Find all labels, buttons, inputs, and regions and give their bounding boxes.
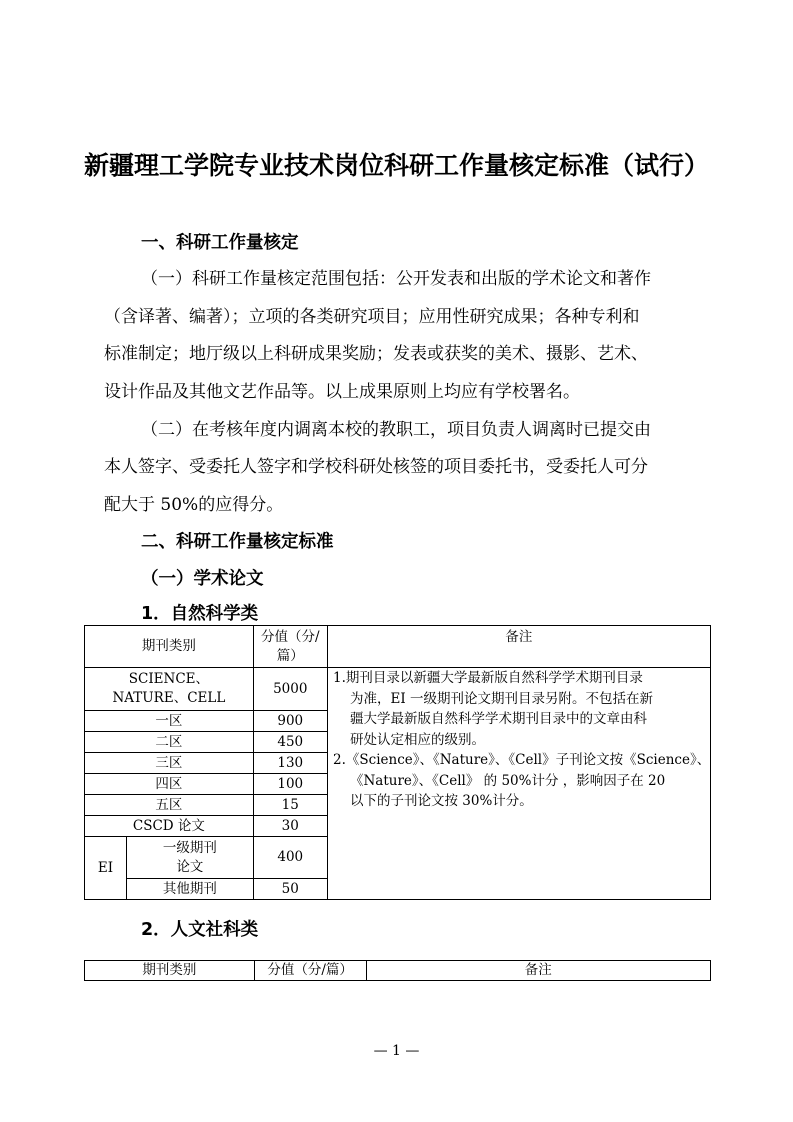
ei-sub1-line-1: 一级期刊	[162, 839, 217, 856]
table-header-row	[85, 961, 711, 981]
header-score: 分值（分/篇）	[254, 961, 366, 981]
score-cell: 400	[253, 837, 327, 879]
score-cell: 5000	[253, 668, 327, 711]
note-line: 疆大学最新版自然科学学术期刊目录中的文章由科	[350, 711, 647, 727]
score-cell: 15	[253, 795, 327, 816]
score-cell: 130	[253, 753, 327, 774]
note-line: 研处认定相应的级别。	[350, 731, 485, 748]
section-heading-2: 二、科研工作量核定标准	[141, 532, 334, 552]
header-category: 期刊类别	[85, 626, 254, 668]
humanities-table	[84, 960, 711, 981]
note-line: 《Nature》、《Cell》 的 50%计分 ，影响因子在 20	[350, 772, 666, 789]
note-line: 以下的子刊论文按 30%计分。	[350, 793, 533, 809]
category-cell: 二区	[85, 732, 254, 753]
header-score-line-2: 篇）	[276, 647, 304, 664]
score-cell: 30	[253, 816, 327, 837]
ei-sub-category-cell	[126, 837, 253, 879]
para2-line-2: 本人签字、受委托人签字和学校科研处核签的项目委托书，受委托人可分	[104, 457, 648, 477]
ei-label-cell: EI	[85, 837, 127, 900]
header-score-line-1: 分值（分/	[260, 628, 320, 645]
header-notes: 备注	[327, 626, 710, 668]
score-cell: 450	[253, 732, 327, 753]
para2-line-1: （二）在考核年度内调离本校的教职工，项目负责人调离时已提交由	[141, 420, 651, 440]
para2-line-3: 配大于 50%的应得分。	[104, 495, 284, 515]
category-cell: CSCD 论文	[85, 816, 254, 837]
para1-line-4: 设计作品及其他文艺作品等。以上成果原则上均应有学校署名。	[104, 382, 580, 402]
table-header-row	[85, 626, 711, 668]
score-cell: 900	[253, 711, 327, 732]
subsection-heading-natural-science: 1．自然科学类	[141, 604, 259, 624]
score-cell: 50	[253, 879, 327, 900]
page-number: — 1 —	[373, 1043, 420, 1059]
header-score	[253, 626, 327, 668]
ei-sub-category-cell: 其他期刊	[126, 879, 253, 900]
para1-line-1: （一）科研工作量核定范围包括：公开发表和出版的学术论文和著作	[141, 269, 651, 289]
page-title: 新疆理工学院专业技术岗位科研工作量核定标准（试行）	[83, 151, 709, 180]
subsection-heading-papers: （一）学术论文	[141, 569, 264, 589]
category-line-2: NATURE、CELL	[112, 690, 226, 706]
category-cell: 三区	[85, 753, 254, 774]
category-cell: 四区	[85, 774, 254, 795]
section-heading-1: 一、科研工作量核定	[141, 233, 299, 253]
note-line: 1.期刊目录以新疆大学最新版自然科学学术期刊目录	[333, 670, 643, 686]
category-line-1: SCIENCE、	[128, 671, 210, 687]
category-cell: 一区	[85, 711, 254, 732]
header-notes: 备注	[366, 961, 710, 981]
category-cell	[85, 668, 254, 711]
note-line: 2.《Science》、《Nature》、《Cell》子刊论文按《Science》、	[333, 752, 711, 768]
table-notes	[333, 668, 710, 812]
ei-sub1-line-2: 论文	[176, 858, 204, 875]
score-cell: 100	[253, 774, 327, 795]
note-line: 为准，EI 一级期刊论文期刊目录另附。不包括在新	[350, 690, 653, 707]
para1-line-2: （含译著、编著）；立项的各类研究项目；应用性研究成果；各种专利和	[104, 307, 640, 327]
para1-line-3: 标准制定；地厅级以上科研成果奖励；发表或获奖的美术、摄影、艺术、	[104, 344, 648, 364]
category-cell: 五区	[85, 795, 254, 816]
subsection-heading-humanities: 2．人文社科类	[141, 920, 259, 940]
header-category: 期刊类别	[85, 961, 255, 981]
